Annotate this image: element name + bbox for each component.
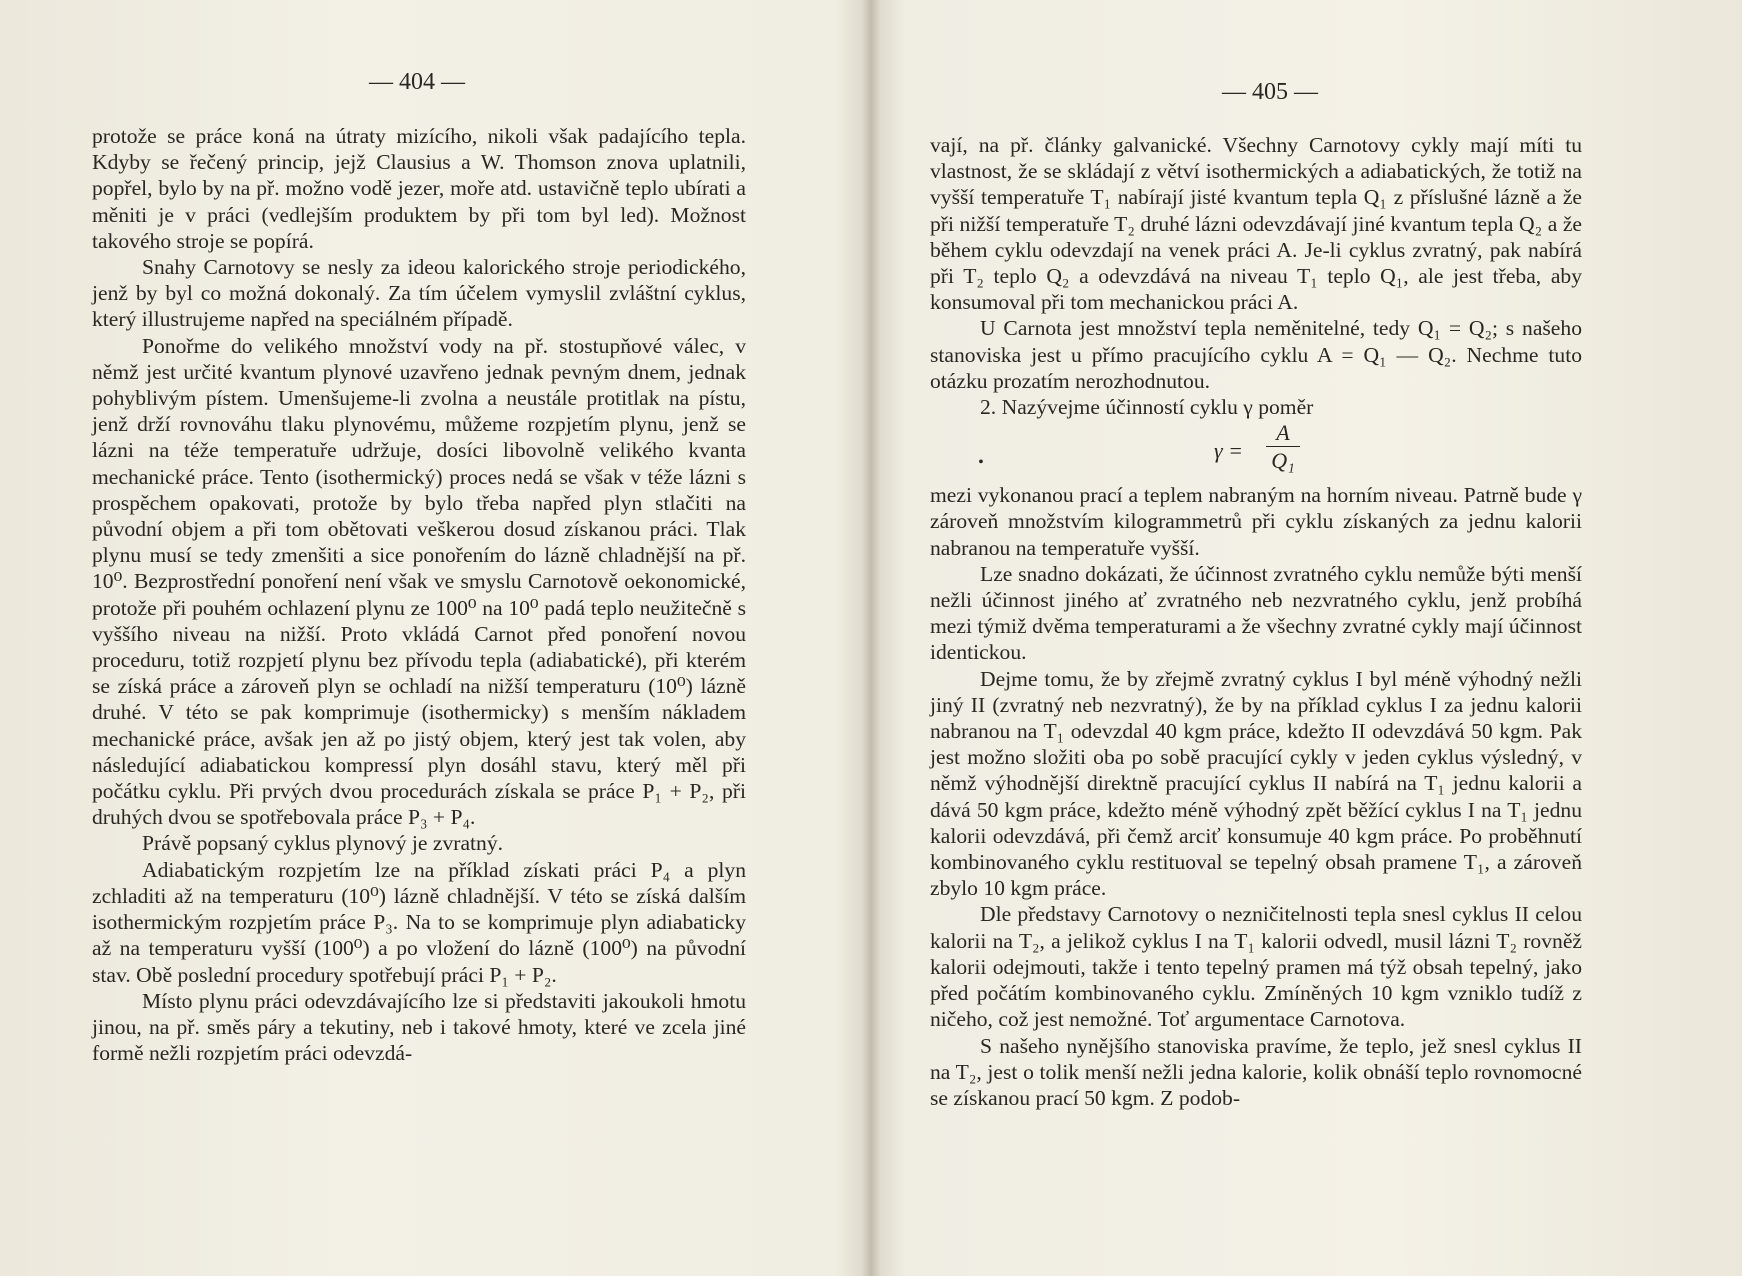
paragraph: Místo plynu práci odevzdávajícího lze si představiti jakoukoli hmotu jinou, na př. směs páry a tekutiny, neb i takové hmoty, které ve zcela jiné formě nežli rozpjetím práci odevzdá- <box>92 988 746 1066</box>
efficiency-formula <box>930 420 1582 482</box>
paragraph: 2. Nazývejme účinností cyklu γ poměr <box>980 395 1314 420</box>
left-page <box>92 0 746 1276</box>
paragraph: Dle představy Carnotovy o nezničitelnosti tepla snesl cyklus II celou kalorii na T₂, a jelikož cyklus I na T₁ kalorii odvedl, musil lázni T₂ rovněž kalorii odejmouti, takže i tento tepelný pramen má týž obsah tepelný, jako před počátím kombinovaného cyklu. Zmíněných 10 kgm vzniklo tudíž z ničeho, což jest nemožné. Toť argumentace Carnotova. <box>930 902 1582 1032</box>
right-page <box>930 0 1582 1276</box>
paragraph: U Carnota jest množství tepla neměnitelné, tedy Q₁ = Q₂; s našeho stanoviska jest u přímo pracujícího cyklu A = Q₁ — Q₂. Nechme tuto otázku prozatím nerozhodnutou. <box>930 316 1582 393</box>
page-number-404: — 404 — <box>369 69 465 95</box>
paragraph: vají, na př. články galvanické. Všechny Carnotovy cykly mají míti tu vlastnost, že se skládají z větví isothermických a adiabatických, že totiž na vyšší temperatuře T₁ nabírají jisté kvantum tepla Q₁ z příslušné lázně a že při nižší temperatuře T₂ druhé lázni odevzdávají jiné kvantum tepla Q₂ a že během cyklu odevzdají na venek práci A. Je-li cyklus zvratný, pak nabírá při T₂ teplo Q₂ a odevzdává na niveau T₁ teplo Q₁, ale jest třeba, aby konsumoval při tom mechanickou práci A. <box>930 133 1582 315</box>
formula-fraction <box>1266 420 1300 475</box>
paragraph: Právě popsaný cyklus plynový je zvratný. <box>142 831 504 856</box>
paragraph: protože se práce koná na útraty mizícího, nikoli však padajícího tepla. Kdyby se řečený princip, jejž Clausius a W. Thomson znova uplatnili, popřel, bylo by na př. možno vodě jezer, moře atd. ustavičně teplo ubírati a měniti je v práci (vedlejším produktem by při tom byl led). Možnost takového stroje se popírá. <box>92 124 746 253</box>
formula-denominator: Q₁ <box>1271 448 1295 474</box>
book-gutter <box>862 0 880 1276</box>
paragraph: Adiabatickým rozpjetím lze na příklad získati práci P₄ a plyn zchladiti až na temperaturu (10⁰) lázně chladnější. V této se získá dalším isothermickým rozpjetím práce P₃. Na to se komprimuje plyn adiabaticky až na temperaturu vyšší (100⁰) a po vložení do lázně (100⁰) na původní stav. Obě poslední procedury spotřebují práci P₁ + P₂. <box>92 857 746 987</box>
page-number-405: — 405 — <box>1222 79 1318 105</box>
left-page-text <box>92 123 746 1066</box>
formula-mark: • <box>978 454 984 472</box>
paragraph: Lze snadno dokázati, že účinnost zvratného cyklu nemůže býti menší nežli účinnost jiného ať zvratného neb nezvratného cyklu, jenž probíhá mezi týmiž dvěma temperaturami a že všechny zvratné cykly mají účinnost identickou. <box>930 561 1582 665</box>
paragraph: mezi vykonanou prací a teplem nabraným na horním niveau. Patrně bude γ zároveň množstvím kilogrammetrů při cyklu získaných za jednu kalorii nabranou na temperatuře vyšší. <box>930 483 1582 560</box>
right-page-text <box>930 132 1582 1111</box>
paragraph: S našeho nynějšího stanoviska pravíme, že teplo, jež snesl cyklus II na T₂, jest o tolik menší nežli jedna kalorie, kolik obnáší teplo rovnomocné se získanou prací 50 kgm. Z podob- <box>930 1033 1582 1110</box>
paragraph: Snahy Carnotovy se nesly za ideou kalorického stroje periodického, jenž by byl co možná dokonalý. Za tím účelem vymyslil zvláštní cyklus, který illustrujeme napřed na speciálném případě. <box>92 255 746 332</box>
paragraph: Ponořme do velikého množství vody na př. stostupňové válec, v němž jest určité kvantum plynové uzavřeno jednak pevným dnem, jednak pohyblivým pístem. Umenšujeme-li zvolna a neustále protitlak na pístu, jenž drží rovnováhu tlaku plynovému, můžeme rozpjetím plynu, jenž se lázni na téže temperatuře udržuje, dosíci libovolně velikého kvanta mechanické práce. Tento (isothermický) proces nedá se však v téže lázni s prospěchem opakovati, protože by bylo třeba napřed plyn stlačiti na původní objem a při tom obětovati veškerou dosud získanou práci. Tlak plynu musí se tedy zmenšiti a sice ponořením do lázně chladnější na př. 10⁰. Bezprostřední ponoření není však ve smyslu Carnotově oekonomické, protože při pouhém ochlazení plynu ze 100⁰ na 10⁰ padá teplo neužitečně s vyššího niveau na nižší. Proto vkládá Carnot před ponoření novou proceduru, totiž rozpjetí plynu bez přívodu tepla (adiabatické), při kterém se získá práce a zároveň plyn se ochladí na nižší temperaturu (10⁰) lázně druhé. V této se pak komprimuje (isothermicky) s menším nákladem mechanické práce, avšak jen až po jistý objem, který jest tak volen, aby následující adiabatickou kompressí plyn dosáhl stavu, který měl při počátku cyklu. Při prvých dvou procedurách získala se práce P₁ + P₂, při druhých dvou se spotřebovala práce P₃ + P₄. <box>92 333 746 830</box>
formula-lhs: γ = <box>1214 438 1244 464</box>
formula-numerator: A <box>1266 420 1300 447</box>
paragraph: Dejme tomu, že by zřejmě zvratný cyklus I byl méně výhodný nežli jiný II (zvratný neb nezvratný), že by na příklad cyklus I za jednu kalorii nabranou na T₁ odevzdal 40 kgm práce, kdežto II odevzdává 50 kgm. Pak jest možno složiti oba po sobě pracující cykly v jeden cyklus výsledný, v němž výhodnější direktně pracující cyklus II nabírá na T₁ jednu kalorii a dává 50 kgm práce, kdežto méně výhodný zpět běžící cyklus I na T₁ jednu kalorii odevzdává, při čemž arciť konsumuje 40 kgm práce. Po proběhnutí kombinovaného cyklu restituoval se tepelný obsah pramene T₁, a zároveň zbylo 10 kgm práce. <box>930 666 1582 901</box>
